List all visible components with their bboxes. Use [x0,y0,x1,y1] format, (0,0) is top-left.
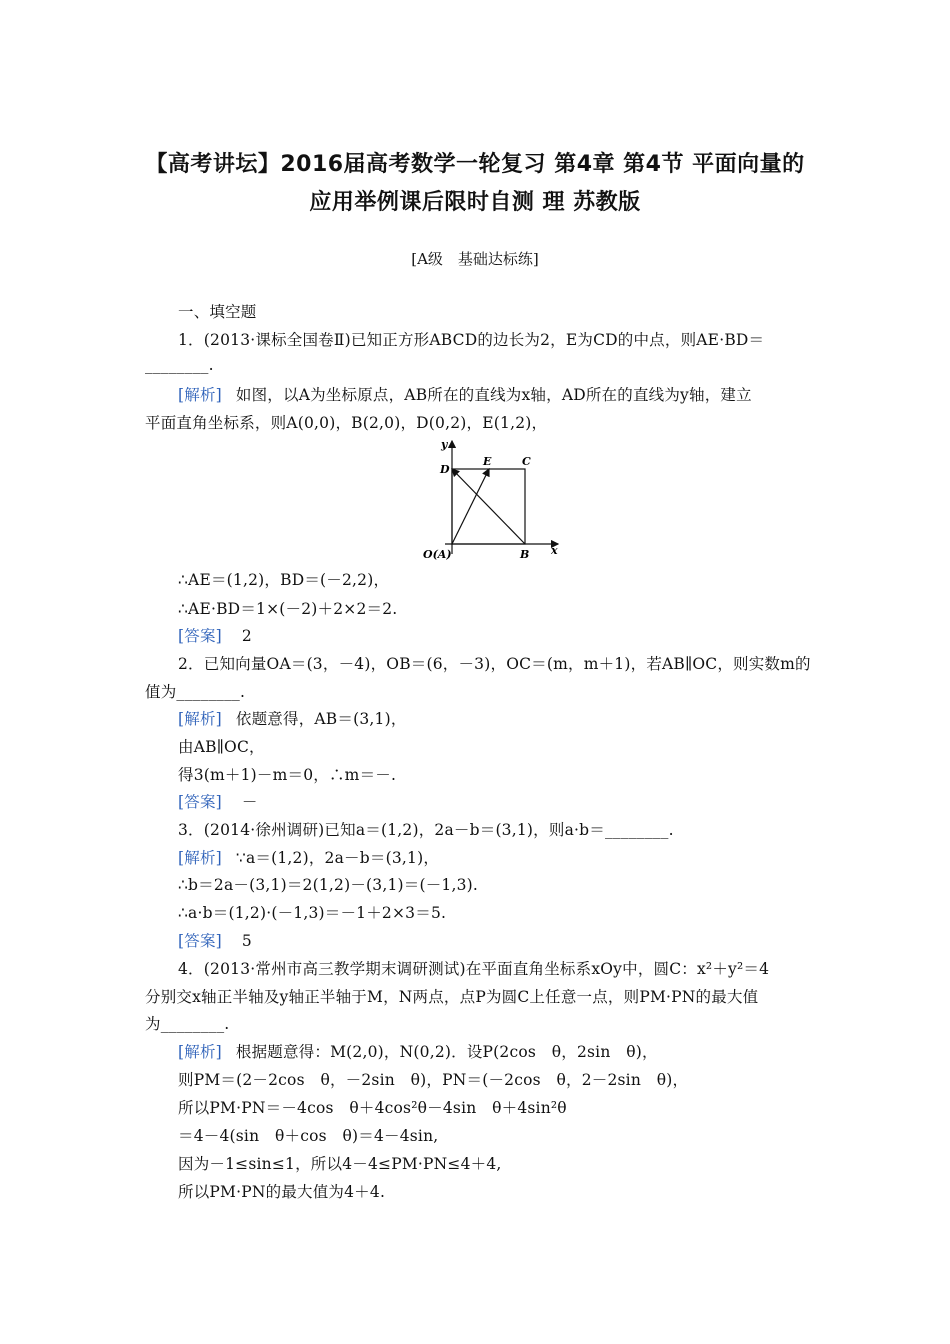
q3-answer: [答案] 5 [178,932,252,950]
analysis-label: [解析] [178,710,222,728]
q2-step-2: 得3(m＋1)－m＝0，∴m＝－. [178,766,397,784]
label-b: B [520,548,530,561]
q1-step-1: ∴AE＝(1,2)，BD＝(－2,2)， [178,571,390,589]
q4-stem-line-2: 分别交x轴正半轴及y轴正半轴于M，N两点，点P为圆C上任意一点，则PM·PN的最大值 [145,988,759,1006]
label-origin: O(A) [423,548,452,561]
q1-stem-line-1: 1．(2013·课标全国卷Ⅱ)已知正方形ABCD的边长为2，E为CD的中点，则AE·BD＝ [178,331,765,349]
label-c: C [522,455,531,468]
coordinate-figure [415,437,565,562]
q3-stem-line-1: 3．(2014·徐州调研)已知a＝(1,2)，2a－b＝(3,1)，则a·b＝________. [178,821,674,839]
q1-answer: [答案] 2 [178,627,252,645]
document-title-line-1: 【高考讲坛】2016届高考数学一轮复习 第4章 第4节 平面向量的 [145,152,805,177]
q4-step-1: 则PM＝(2－2cos θ，－2sin θ)，PN＝(－2cos θ，2－2sin θ)， [178,1071,689,1089]
level-heading: [A级 基础达标练] [411,250,539,268]
q1-stem-line-2: ________. [145,356,214,374]
q4-step-5: 所以PM·PN的最大值为4＋4. [178,1183,386,1201]
q4-step-3: ＝4－4(sin θ＋cos θ)＝4－4sin, [178,1127,439,1145]
analysis-label: [解析] [178,386,222,404]
q4-analysis-line-1: [解析] 根据题意得：M(2,0)，N(0,2)．设P(2cos θ，2sin θ)， [178,1043,658,1061]
analysis-label: [解析] [178,849,222,867]
q3-analysis-line-1: [解析] ∵a＝(1,2)，2a－b＝(3,1)， [178,849,440,867]
q4-stem-line-1: 4．(2013·常州市高三教学期末调研测试)在平面直角坐标系xOy中，圆C：x²＋y²＝4 [178,960,770,978]
q4-stem-line-3: 为________. [145,1015,230,1033]
q1-step-2: ∴AE·BD＝1×(－2)＋2×2＝2. [178,600,398,618]
q1-analysis-line-1: [解析] 如图，以A为坐标原点，AB所在的直线为x轴，AD所在的直线为y轴，建立 [178,386,752,404]
q2-analysis-line-1: [解析] 依题意得，AB＝(3,1)， [178,710,407,728]
q2-step-1: 由AB∥OC， [178,738,265,756]
q3-step-2: ∴a·b＝(1,2)·(－1,3)＝－1＋2×3＝5. [178,904,447,922]
vector-bd [452,469,525,544]
label-x: x [551,544,558,557]
analysis-label: [解析] [178,1043,222,1061]
vector-ae [452,469,489,544]
q3-step-1: ∴b＝2a－(3,1)＝2(1,2)－(3,1)＝(－1,3). [178,876,479,894]
q2-answer: [答案] － [178,793,258,811]
q4-step-2: 所以PM·PN＝－4cos θ＋4cos²θ－4sin θ＋4sin²θ [178,1099,567,1117]
q4-step-4: 因为－1≤sin≤1，所以4－4≤PM·PN≤4＋4, [178,1155,502,1173]
label-y: y [441,438,448,451]
q1-analysis-line-2: 平面直角坐标系，则A(0,0)，B(2,0)，D(0,2)，E(1,2)， [145,414,548,432]
answer-label: [答案] [178,793,222,811]
answer-label: [答案] [178,932,222,950]
q2-stem-line-1: 2．已知向量OA＝(3，－4)，OB＝(6，－3)，OC＝(m，m＋1)，若AB∥OC，则实数m的 [178,655,811,673]
label-d: D [440,463,450,476]
q2-stem-line-2: 值为________. [145,683,246,701]
section-heading: 一、填空题 [178,303,257,321]
label-e: E [483,455,492,468]
answer-label: [答案] [178,627,222,645]
document-title-line-2: 应用举例课后限时自测 理 苏教版 [309,190,641,215]
